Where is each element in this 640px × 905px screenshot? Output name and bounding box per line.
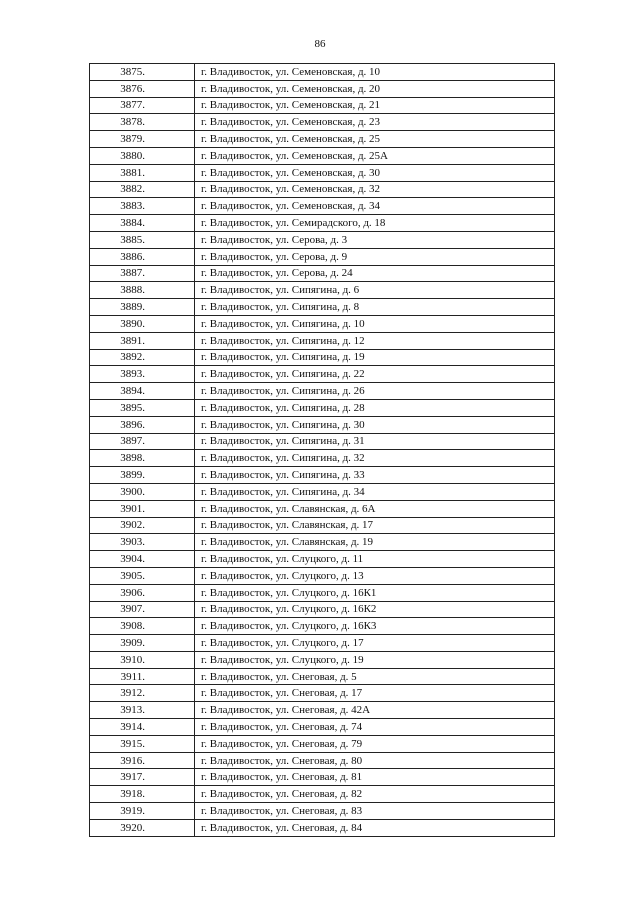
table-row (90, 668, 555, 685)
table-row (90, 467, 555, 484)
table-row (90, 483, 555, 500)
row-number-cell: 3876. (90, 80, 195, 97)
table-row (90, 651, 555, 668)
address-cell: г. Владивосток, ул. Снеговая, д. 17 (195, 685, 555, 702)
table-row (90, 164, 555, 181)
address-cell: г. Владивосток, ул. Сипягина, д. 31 (195, 433, 555, 450)
table-row (90, 64, 555, 81)
row-number-cell: 3887. (90, 265, 195, 282)
row-number-cell: 3889. (90, 299, 195, 316)
row-number-cell: 3883. (90, 198, 195, 215)
address-cell: г. Владивосток, ул. Слуцкого, д. 17 (195, 635, 555, 652)
row-number-cell: 3919. (90, 803, 195, 820)
row-number-cell: 3905. (90, 567, 195, 584)
address-cell: г. Владивосток, ул. Семеновская, д. 10 (195, 64, 555, 81)
row-number-cell: 3920. (90, 819, 195, 836)
row-number-cell: 3907. (90, 601, 195, 618)
address-cell: г. Владивосток, ул. Слуцкого, д. 19 (195, 651, 555, 668)
table-row (90, 702, 555, 719)
table-row (90, 181, 555, 198)
table-row (90, 265, 555, 282)
table-row (90, 114, 555, 131)
address-cell: г. Владивосток, ул. Семеновская, д. 25А (195, 147, 555, 164)
address-cell: г. Владивосток, ул. Слуцкого, д. 11 (195, 551, 555, 568)
address-cell: г. Владивосток, ул. Слуцкого, д. 16К2 (195, 601, 555, 618)
row-number-cell: 3904. (90, 551, 195, 568)
address-cell: г. Владивосток, ул. Снеговая, д. 79 (195, 735, 555, 752)
row-number-cell: 3875. (90, 64, 195, 81)
address-cell: г. Владивосток, ул. Сипягина, д. 26 (195, 383, 555, 400)
table-row (90, 147, 555, 164)
table-row (90, 97, 555, 114)
address-cell: г. Владивосток, ул. Сипягина, д. 8 (195, 299, 555, 316)
row-number-cell: 3900. (90, 483, 195, 500)
page-number: 86 (314, 38, 326, 50)
table-row (90, 500, 555, 517)
table-row (90, 803, 555, 820)
address-cell: г. Владивосток, ул. Снеговая, д. 5 (195, 668, 555, 685)
table-row (90, 618, 555, 635)
table-row (90, 332, 555, 349)
table-row (90, 215, 555, 232)
row-number-cell: 3885. (90, 231, 195, 248)
row-number-cell: 3909. (90, 635, 195, 652)
table-row (90, 231, 555, 248)
table-row (90, 282, 555, 299)
row-number-cell: 3911. (90, 668, 195, 685)
address-cell: г. Владивосток, ул. Слуцкого, д. 16К3 (195, 618, 555, 635)
address-cell: г. Владивосток, ул. Славянская, д. 6А (195, 500, 555, 517)
table-row (90, 786, 555, 803)
address-cell: г. Владивосток, ул. Снеговая, д. 74 (195, 719, 555, 736)
table-row (90, 131, 555, 148)
address-cell: г. Владивосток, ул. Сипягина, д. 6 (195, 282, 555, 299)
row-number-cell: 3892. (90, 349, 195, 366)
row-number-cell: 3896. (90, 416, 195, 433)
address-cell: г. Владивосток, ул. Семеновская, д. 32 (195, 181, 555, 198)
table-row (90, 752, 555, 769)
table-row (90, 685, 555, 702)
table-row (90, 567, 555, 584)
row-number-cell: 3895. (90, 399, 195, 416)
address-cell: г. Владивосток, ул. Серова, д. 3 (195, 231, 555, 248)
row-number-cell: 3901. (90, 500, 195, 517)
row-number-cell: 3897. (90, 433, 195, 450)
table-row (90, 450, 555, 467)
row-number-cell: 3888. (90, 282, 195, 299)
table-row (90, 383, 555, 400)
table-row (90, 735, 555, 752)
row-number-cell: 3918. (90, 786, 195, 803)
table-row (90, 769, 555, 786)
row-number-cell: 3886. (90, 248, 195, 265)
address-cell: г. Владивосток, ул. Сипягина, д. 22 (195, 366, 555, 383)
row-number-cell: 3890. (90, 315, 195, 332)
table-row (90, 819, 555, 836)
address-cell: г. Владивосток, ул. Сипягина, д. 10 (195, 315, 555, 332)
table-row (90, 299, 555, 316)
address-cell: г. Владивосток, ул. Семеновская, д. 34 (195, 198, 555, 215)
address-cell: г. Владивосток, ул. Сипягина, д. 19 (195, 349, 555, 366)
table-row (90, 366, 555, 383)
address-cell: г. Владивосток, ул. Снеговая, д. 81 (195, 769, 555, 786)
row-number-cell: 3893. (90, 366, 195, 383)
table-row (90, 399, 555, 416)
row-number-cell: 3894. (90, 383, 195, 400)
address-cell: г. Владивосток, ул. Семирадского, д. 18 (195, 215, 555, 232)
address-cell: г. Владивосток, ул. Семеновская, д. 25 (195, 131, 555, 148)
row-number-cell: 3912. (90, 685, 195, 702)
address-cell: г. Владивосток, ул. Слуцкого, д. 13 (195, 567, 555, 584)
address-cell: г. Владивосток, ул. Сипягина, д. 33 (195, 467, 555, 484)
row-number-cell: 3879. (90, 131, 195, 148)
address-cell: г. Владивосток, ул. Славянская, д. 17 (195, 517, 555, 534)
address-cell: г. Владивосток, ул. Снеговая, д. 80 (195, 752, 555, 769)
address-cell: г. Владивосток, ул. Сипягина, д. 12 (195, 332, 555, 349)
row-number-cell: 3902. (90, 517, 195, 534)
row-number-cell: 3881. (90, 164, 195, 181)
row-number-cell: 3917. (90, 769, 195, 786)
address-cell: г. Владивосток, ул. Сипягина, д. 30 (195, 416, 555, 433)
address-cell: г. Владивосток, ул. Серова, д. 24 (195, 265, 555, 282)
table-row (90, 551, 555, 568)
row-number-cell: 3899. (90, 467, 195, 484)
row-number-cell: 3884. (90, 215, 195, 232)
address-cell: г. Владивосток, ул. Семеновская, д. 23 (195, 114, 555, 131)
address-cell: г. Владивосток, ул. Слуцкого, д. 16К1 (195, 584, 555, 601)
table-row (90, 248, 555, 265)
address-cell: г. Владивосток, ул. Снеговая, д. 83 (195, 803, 555, 820)
table-row (90, 80, 555, 97)
address-cell: г. Владивосток, ул. Снеговая, д. 82 (195, 786, 555, 803)
table-row (90, 315, 555, 332)
address-cell: г. Владивосток, ул. Сипягина, д. 28 (195, 399, 555, 416)
table-row (90, 416, 555, 433)
address-cell: г. Владивосток, ул. Славянская, д. 19 (195, 534, 555, 551)
row-number-cell: 3910. (90, 651, 195, 668)
row-number-cell: 3914. (90, 719, 195, 736)
address-table-body (90, 64, 555, 837)
row-number-cell: 3913. (90, 702, 195, 719)
table-row (90, 601, 555, 618)
row-number-cell: 3908. (90, 618, 195, 635)
address-cell: г. Владивосток, ул. Серова, д. 9 (195, 248, 555, 265)
address-cell: г. Владивосток, ул. Снеговая, д. 84 (195, 819, 555, 836)
table-row (90, 517, 555, 534)
table-row (90, 534, 555, 551)
address-cell: г. Владивосток, ул. Семеновская, д. 20 (195, 80, 555, 97)
table-row (90, 198, 555, 215)
row-number-cell: 3877. (90, 97, 195, 114)
row-number-cell: 3882. (90, 181, 195, 198)
table-row (90, 349, 555, 366)
address-cell: г. Владивосток, ул. Семеновская, д. 21 (195, 97, 555, 114)
table-row (90, 433, 555, 450)
table-row (90, 719, 555, 736)
row-number-cell: 3916. (90, 752, 195, 769)
row-number-cell: 3898. (90, 450, 195, 467)
table-row (90, 635, 555, 652)
row-number-cell: 3878. (90, 114, 195, 131)
address-cell: г. Владивосток, ул. Сипягина, д. 32 (195, 450, 555, 467)
table-row (90, 584, 555, 601)
row-number-cell: 3906. (90, 584, 195, 601)
address-cell: г. Владивосток, ул. Сипягина, д. 34 (195, 483, 555, 500)
row-number-cell: 3891. (90, 332, 195, 349)
row-number-cell: 3915. (90, 735, 195, 752)
address-table (89, 63, 555, 837)
row-number-cell: 3880. (90, 147, 195, 164)
row-number-cell: 3903. (90, 534, 195, 551)
address-cell: г. Владивосток, ул. Семеновская, д. 30 (195, 164, 555, 181)
address-cell: г. Владивосток, ул. Снеговая, д. 42А (195, 702, 555, 719)
